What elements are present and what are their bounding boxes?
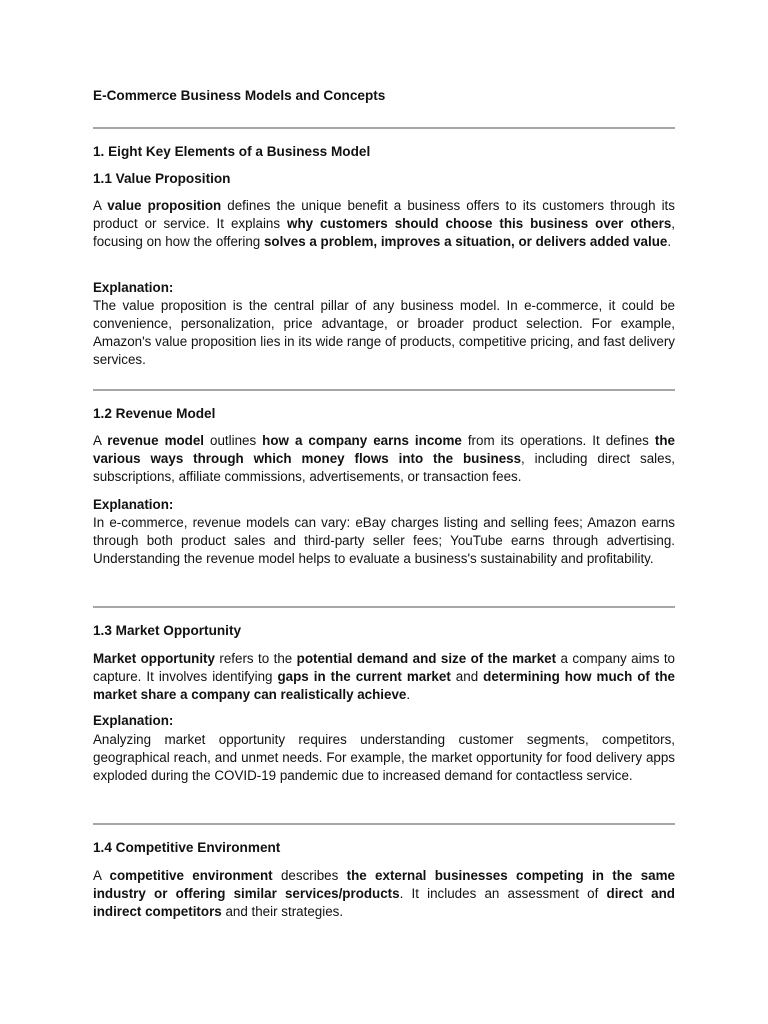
competitive-environment-definition: A competitive environment describes the external businesses competing in the same industry or offering similar services/products. It includes an assessment of direct and indirect competitors and their strategies. [93, 868, 675, 919]
revenue-model-explanation: In e-commerce, revenue models can vary: eBay charges listing and selling fees; Amazon earns through both product sales and third-party seller fees; YouTube earns through advertising. Understanding the revenue model helps to evaluate a business's sustainability and profitability. [93, 515, 675, 566]
market-opportunity-definition: Market opportunity refers to the potential demand and size of the market a company aims to capture. It involves identifying gaps in the current market and determining how much of the market share a company can realistically achieve. [93, 651, 675, 702]
value-proposition-explanation: The value proposition is the central pillar of any business model. In e-commerce, it could be convenience, personalization, price advantage, or broader product selection. For example, Amazon's value proposition lies in its wide range of products, competitive pricing, and fast delivery services. [93, 298, 675, 367]
explanation-label: Explanation: [93, 280, 174, 295]
subsection-heading-competitive-environment: 1.4 Competitive Environment [93, 840, 281, 855]
market-opportunity-explanation: Analyzing market opportunity requires understanding customer segments, competitors, geographical reach, and unmet needs. For example, the market opportunity for food delivery apps exploded during the COVID-19 pandemic due to increased demand for contactless service. [93, 732, 675, 783]
section-heading: 1. Eight Key Elements of a Business Model [93, 144, 371, 159]
value-proposition-definition: A value proposition defines the unique benefit a business offers to its customers through its product or service. It explains why customers should choose this business over others, focusing on how the offering solves a problem, improves a situation, or delivers added value. [93, 198, 675, 249]
document-title: E-Commerce Business Models and Concepts [93, 88, 386, 103]
subsection-heading-market-opportunity: 1.3 Market Opportunity [93, 623, 242, 638]
subsection-heading-revenue-model: 1.2 Revenue Model [93, 406, 216, 421]
explanation-label: Explanation: [93, 713, 174, 728]
divider [93, 823, 675, 825]
divider [93, 127, 675, 129]
subsection-heading-value-proposition: 1.1 Value Proposition [93, 171, 231, 186]
explanation-label: Explanation: [93, 497, 174, 512]
divider [93, 606, 675, 608]
divider [93, 389, 675, 391]
revenue-model-definition: A revenue model outlines how a company earns income from its operations. It defines the various ways through which money flows into the business, including direct sales, subscriptions, affiliate commissions, advertisements, or transaction fees. [93, 433, 676, 484]
